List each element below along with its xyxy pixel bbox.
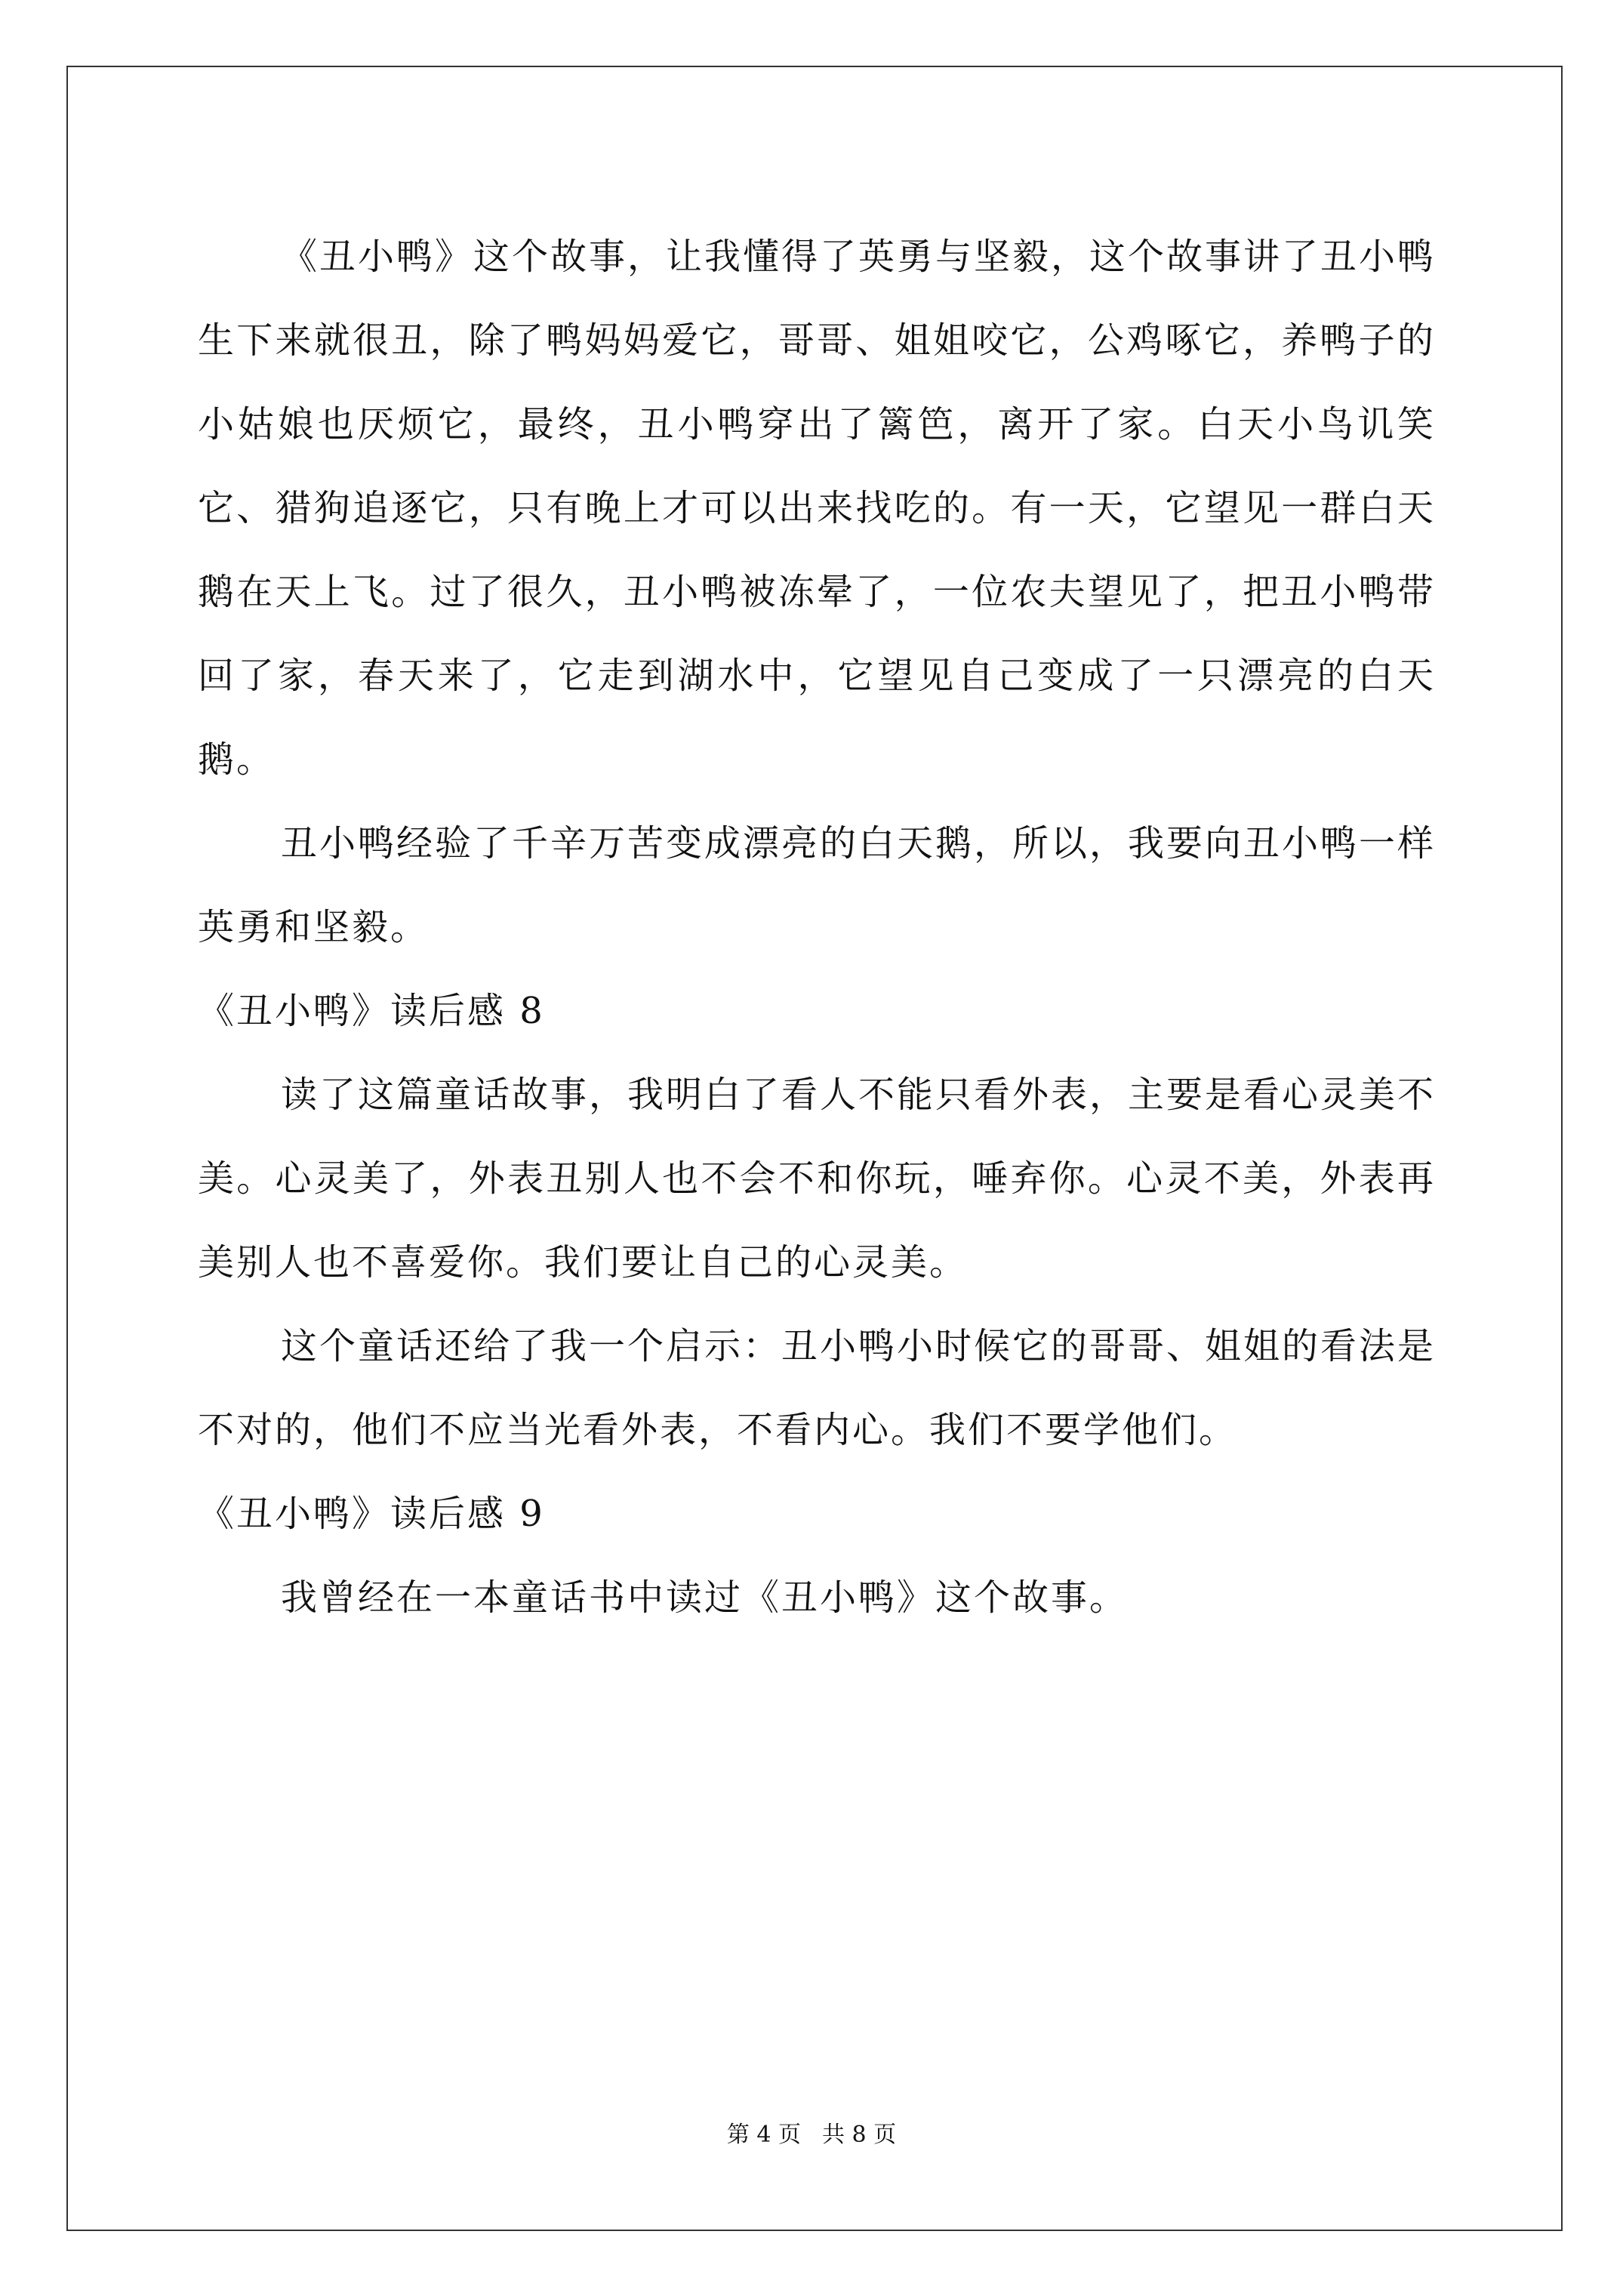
paragraph-story-summary: 《丑小鸭》这个故事，让我懂得了英勇与坚毅，这个故事讲了丑小鸭生下来就很丑，除了鸭妈妈爱它，哥哥、姐姐咬它，公鸡啄它，养鸭子的小姑娘也厌烦它，最终，丑小鸭穿出了篱笆，离开了家。白天小鸟讥笑它、猎狗追逐它，只有晚上才可以出来找吃的。有一天，它望见一群白天鹅在天上飞。过了很久，丑小鸭被冻晕了，一位农夫望见了，把丑小鸭带回了家，春天来了，它走到湖水中，它望见自己变成了一只漂亮的白天鹅。: [198, 236, 1437, 781]
paragraph-intro: 我曾经在一本童话书中读过《丑小鸭》这个故事。: [281, 1576, 1129, 1619]
document-body: [198, 215, 1436, 1640]
paragraph-lesson: 这个童话还给了我一个启示：丑小鸭小时候它的哥哥、姐姐的看法是不对的，他们不应当光看外表，不看内心。我们不要学他们。: [198, 1325, 1437, 1451]
page-total: 共 8 页: [822, 2122, 897, 2148]
section-heading-9: 《丑小鸭》读后感 9: [198, 1493, 545, 1535]
page-footer: [0, 2120, 1623, 2150]
section-heading-8: 《丑小鸭》读后感 8: [198, 990, 545, 1032]
page-number: 第 4 页: [726, 2122, 801, 2148]
paragraph-conclusion: 丑小鸭经验了千辛万苦变成漂亮的白天鹅，所以，我要向丑小鸭一样英勇和坚毅。: [198, 822, 1437, 948]
paragraph-inner-beauty: 读了这篇童话故事，我明白了看人不能只看外表，主要是看心灵美不美。心灵美了，外表丑别人也不会不和你玩，唾弃你。心灵不美，外表再美别人也不喜爱你。我们要让自己的心灵美。: [198, 1074, 1437, 1284]
